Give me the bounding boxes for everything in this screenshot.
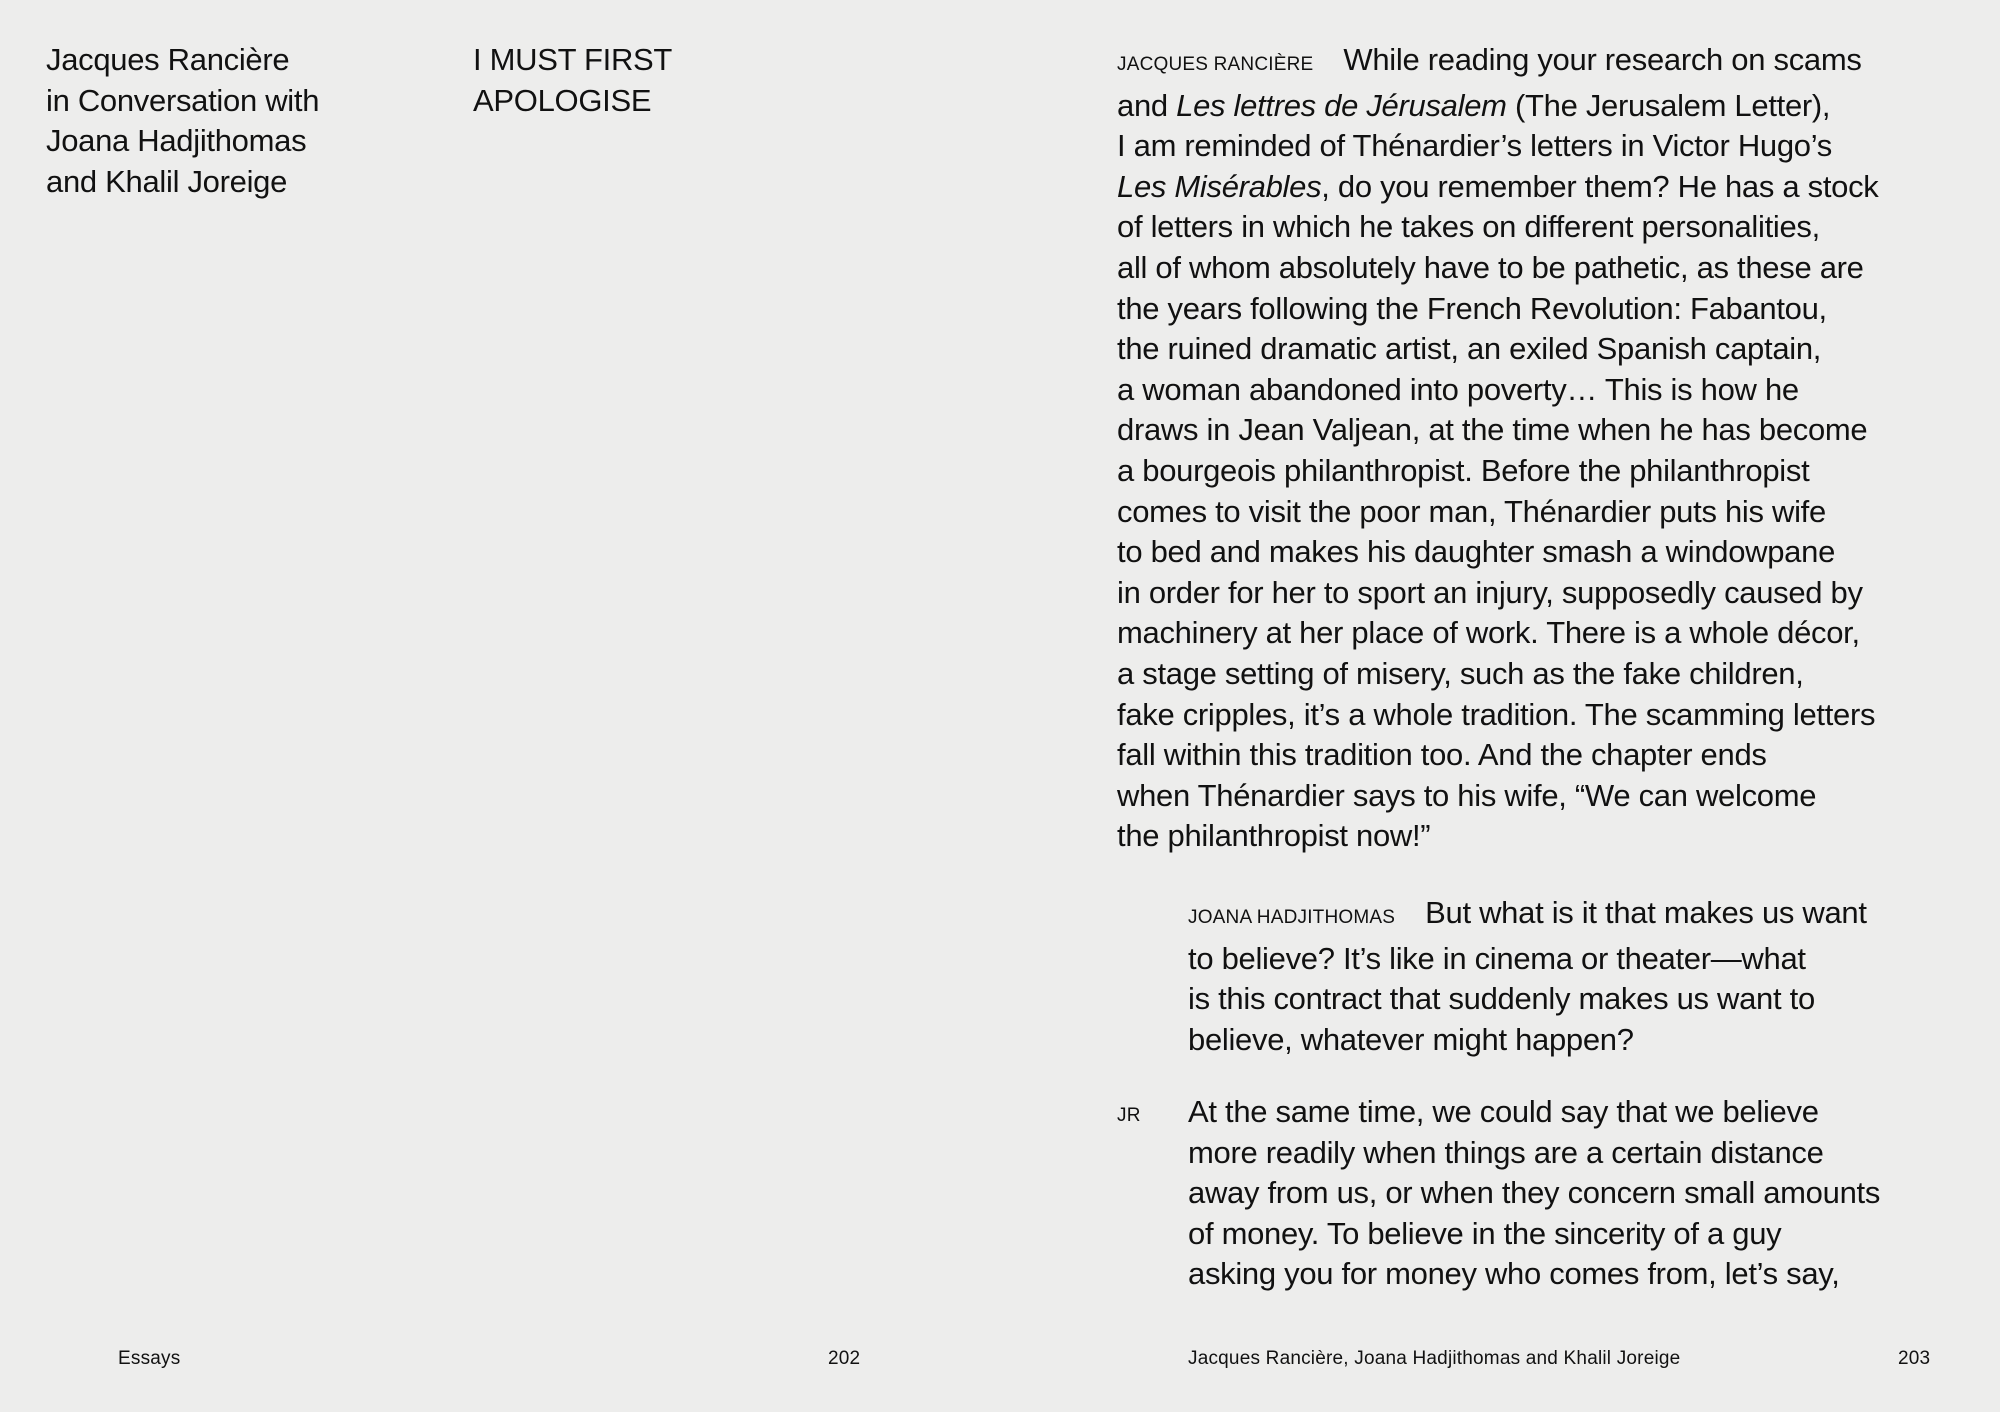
paragraph-line: JACQUES RANCIÈRE While reading your research on scams — [1117, 42, 1862, 77]
paragraph-line: the philanthropist now!” — [1117, 818, 1431, 854]
title-line: and Khalil Joreige — [46, 163, 288, 199]
chapter-heading — [473, 40, 833, 121]
chapter-line: APOLOGISE — [473, 82, 652, 118]
speaker-label: JOANA HADJITHOMAS — [1188, 907, 1396, 928]
paragraph-line: a woman abandoned into poverty… This is how he — [1117, 371, 1799, 407]
paragraph-line: is this contract that suddenly makes us want to — [1188, 981, 1815, 1017]
speaker-label-jr: JR — [1117, 1105, 1141, 1126]
rancière-reply-paragraph — [1188, 1092, 1978, 1295]
title-line: Joana Hadjithomas — [46, 123, 307, 159]
paragraph-line: At the same time, we could say that we believe — [1188, 1094, 1819, 1129]
paragraph-line: the years following the French Revolution: Fabantou, — [1117, 290, 1827, 326]
page-number-right: 203 — [1898, 1348, 1931, 1369]
book-title-italic: Les lettres de Jérusalem — [1176, 87, 1507, 123]
paragraph-line: of letters in which he takes on different personalities, — [1117, 209, 1820, 245]
paragraph-line: of money. To believe in the sincerity of a guy — [1188, 1215, 1782, 1251]
footer-authors: Jacques Rancière, Joana Hadjithomas and Khalil Joreige — [1188, 1348, 1681, 1369]
paragraph-line: asking you for money who comes from, let’s say, — [1188, 1256, 1840, 1292]
title-line: Jacques Rancière — [46, 42, 290, 77]
paragraph-line: all of whom absolutely have to be pathetic, as these are — [1117, 249, 1864, 285]
paragraph-line: to bed and makes his daughter smash a windowpane — [1117, 534, 1836, 570]
paragraph-line: a stage setting of misery, such as the fake children, — [1117, 655, 1804, 691]
page-number-left: 202 — [828, 1348, 861, 1369]
paragraph-line: fake cripples, it’s a whole tradition. The scamming letters — [1117, 696, 1876, 732]
paragraph-line: away from us, or when they concern small amounts — [1188, 1175, 1881, 1211]
hadjithomas-paragraph — [1188, 893, 1978, 1060]
rancière-paragraph — [1117, 40, 1977, 857]
paragraph-line: a bourgeois philanthropist. Before the philanthropist — [1117, 452, 1810, 488]
paragraph-line: JOANA HADJITHOMAS But what is it that makes us want — [1188, 895, 1867, 930]
paragraph-line: and Les lettres de Jérusalem (The Jerusalem Letter), — [1117, 87, 1831, 123]
paragraph-line: believe, whatever might happen? — [1188, 1021, 1634, 1057]
paragraph-line: fall within this tradition too. And the chapter ends — [1117, 737, 1767, 773]
title-line: in Conversation with — [46, 82, 320, 118]
paragraph-line: in order for her to sport an injury, supposedly caused by — [1117, 574, 1863, 610]
paragraph-line: comes to visit the poor man, Thénardier puts his wife — [1117, 493, 1826, 529]
paragraph-line: Les Misérables, do you remember them? He has a stock — [1117, 168, 1879, 204]
paragraph-line: machinery at her place of work. There is a whole décor, — [1117, 615, 1860, 651]
conversation-title — [46, 40, 426, 202]
paragraph-line: when Thénardier says to his wife, “We can welcome — [1117, 777, 1817, 813]
paragraph-line: to believe? It’s like in cinema or theater—what — [1188, 940, 1806, 976]
speaker-label: JACQUES RANCIÈRE — [1117, 54, 1314, 75]
paragraph-line: draws in Jean Valjean, at the time when he has become — [1117, 412, 1868, 448]
paragraph-line: I am reminded of Thénardier’s letters in Victor Hugo’s — [1117, 128, 1832, 164]
paragraph-line: more readily when things are a certain distance — [1188, 1134, 1824, 1170]
paragraph-line: the ruined dramatic artist, an exiled Spanish captain, — [1117, 331, 1822, 367]
chapter-line: I MUST FIRST — [473, 42, 673, 77]
book-title-italic: Les Misérables — [1117, 168, 1322, 204]
footer-section-label: Essays — [118, 1348, 181, 1369]
